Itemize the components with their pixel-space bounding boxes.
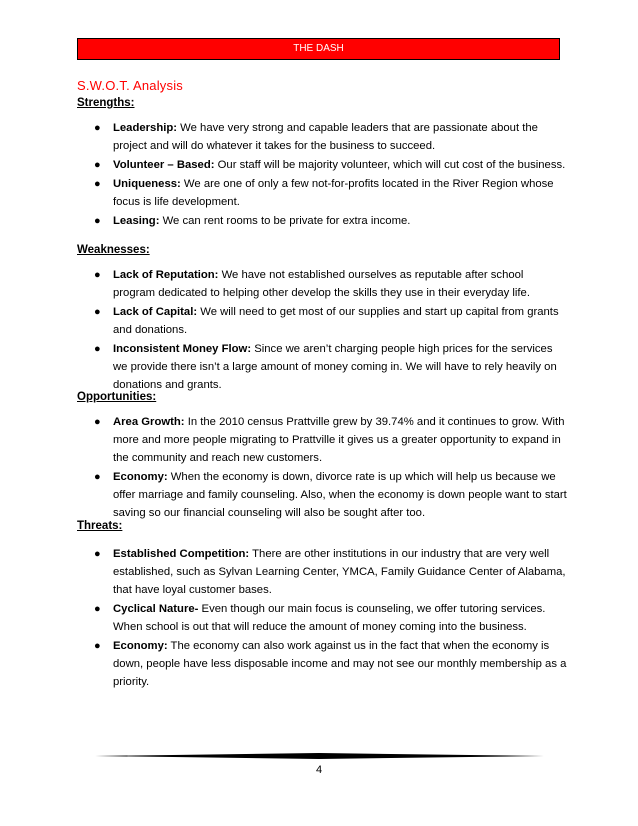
bullet-icon: ● <box>94 122 101 134</box>
list-item <box>77 468 567 522</box>
item-term: Economy: <box>113 471 168 483</box>
item-text: Even though our main focus is counseling, we offer tutoring services. When school is out that will reduce the amount of money coming into the business. <box>113 603 546 633</box>
item-text: In the 2010 census Prattville grew by 39.74% and it continues to grow. With more and more people migrating to Prattville it gives us a greater opportunity to expand in the community and reach new customers. <box>113 416 565 464</box>
item-term: Volunteer – Based: <box>113 159 215 171</box>
opportunities-heading: Opportunities: <box>77 391 157 403</box>
item-text: Since we aren’t charging people high prices for the services we provide there isn’t a large amount of money coming in. We will have to rely heavily on donations and grants. <box>113 343 557 391</box>
item-text: There are other institutions in our industry that are very well established, such as Sylvan Learning Center, YMCA, Family Guidance Center of Alabama, that have loyal customer bases. <box>113 548 566 596</box>
opportunities-list <box>77 413 567 523</box>
list-item <box>77 156 567 174</box>
bullet-icon: ● <box>94 416 101 428</box>
bullet-icon: ● <box>94 640 101 652</box>
strengths-list <box>77 119 567 231</box>
item-term: Lack of Reputation: <box>113 269 219 281</box>
item-text: When the economy is down, divorce rate is up which will help us because we offer marriage and family counseling. Also, when the economy is down people want to start saving so our financial counseling will also be sought after too. <box>113 471 567 519</box>
bullet-icon: ● <box>94 548 101 560</box>
item-term: Lack of Capital: <box>113 306 198 318</box>
list-item <box>77 303 567 339</box>
bullet-icon: ● <box>94 471 101 483</box>
list-item <box>77 119 567 155</box>
item-term: Uniqueness: <box>113 178 181 190</box>
list-item <box>77 266 567 302</box>
list-item <box>77 545 567 599</box>
item-text: The economy can also work against us in the fact that when the economy is down, people have less disposable income and may not see our monthly membership as a priority. <box>113 640 567 688</box>
item-term: Leasing: <box>113 215 160 227</box>
header-bar <box>77 38 560 60</box>
threats-list <box>77 545 567 692</box>
list-item <box>77 413 567 467</box>
strengths-heading: Strengths: <box>77 97 135 109</box>
bullet-icon: ● <box>94 306 101 318</box>
page-number: 4 <box>315 764 323 776</box>
header-title: THE DASH <box>293 43 344 54</box>
list-item <box>77 600 567 636</box>
item-term: Inconsistent Money Flow: <box>113 343 252 355</box>
list-item <box>77 212 567 230</box>
bullet-icon: ● <box>94 159 101 171</box>
bullet-icon: ● <box>94 215 101 227</box>
item-text: We are one of only a few not-for-profits located in the River Region whose focus is life development. <box>113 178 554 208</box>
section-title: S.W.O.T. Analysis <box>77 78 183 93</box>
item-text: We have not established ourselves as reputable after school program dedicated to helping other develop the skills they use in their everyday life. <box>113 269 530 299</box>
item-term: Cyclical Nature- <box>113 603 199 615</box>
item-text: We have very strong and capable leaders that are passionate about the project and will do whatever it takes for the business to succeed. <box>113 122 538 152</box>
item-term: Established Competition: <box>113 548 250 560</box>
item-term: Area Growth: <box>113 416 185 428</box>
bullet-icon: ● <box>94 269 101 281</box>
item-text: Our staff will be majority volunteer, which will cut cost of the business. <box>214 159 566 171</box>
weaknesses-heading: Weaknesses: <box>77 244 150 256</box>
footer-divider <box>95 753 544 759</box>
list-item <box>77 637 567 691</box>
item-text: We will need to get most of our supplies and start up capital from grants and donations. <box>113 306 559 336</box>
weaknesses-list <box>77 266 567 395</box>
item-term: Leadership: <box>113 122 178 134</box>
bullet-icon: ● <box>94 178 101 190</box>
bullet-icon: ● <box>94 603 101 615</box>
list-item <box>77 340 567 394</box>
list-item <box>77 175 567 211</box>
threats-heading: Threats: <box>77 520 123 532</box>
item-text: We can rent rooms to be private for extra income. <box>159 215 411 227</box>
bullet-icon: ● <box>94 343 101 355</box>
item-term: Economy: <box>113 640 168 652</box>
